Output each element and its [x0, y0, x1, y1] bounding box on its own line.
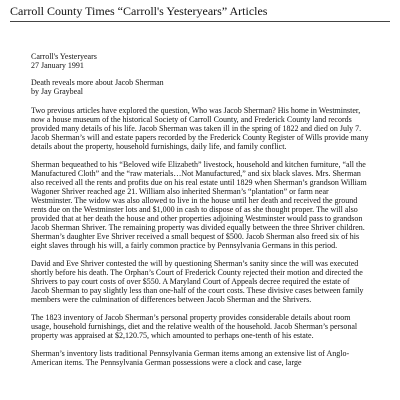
article-headline: Death reveals more about Jacob Sherman: [31, 78, 164, 87]
article-paragraph: The 1823 inventory of Jacob Sherman’s personal property provides considerable details about room usage, household furnishings, diet and the relative wealth of the household. Jacob Sherman’s personal property was appraised at $2,120.75, which amounted to perhaps one-tenth of his estate.: [31, 313, 358, 340]
article-paragraph: Sherman’s inventory lists traditional Pennsylvania German items among an extensive list of Anglo-American items. The Pennsylvania German possessions were a clock and case, large: [31, 349, 350, 367]
article-paragraph: David and Eve Shriver contested the will by questioning Sherman’s sanity since the will was executed shortly before his death. The Orphan’s Court of Frederick County rejected their motion and directed the Shrivers to pay court costs of over $550. A Maryland Court of Appeals decree required the estate of Jacob Sherman to pay slightly less than one-half of the court costs. These divisive cases between family members were the culmination of differences between Jacob Sherman and the Shrivers.: [31, 259, 364, 304]
article-body: [31, 52, 369, 376]
article-heading: [31, 78, 369, 96]
article-paragraph: Sherman bequeathed to his “Beloved wife Elizabeth” livestock, household and kitchen furniture, “all the Manufactured Cloth” and the “raw materials…Not Manufactured,” and six black slaves. Mrs. Sherman also received all the rents and profits due on his real estate until 1829 when Sherman’s grandson William Wagoner Shriver reached age 21. William also inherited Sherman’s “plantation” or farm near Westminster. The widow was also allowed to live in the house until her death and received the ground rents due on the Westminster lots and $1,000 in cash to dispose of as she thought proper. The will also provided that at her death the house and other properties adjoining Westminster would pass to grandson Jacob Sherman Shriver. The remaining property was divided equally between the three Shriver children. Sherman’s daughter Eve Shriver received a small bequest of $500. Jacob Sherman also freed six of his eight slaves through his will, a fairly common practice by Pennsylvania Germans in this period.: [31, 160, 367, 250]
header-divider: [10, 21, 390, 22]
article-byline: by Jay Graybeal: [31, 87, 83, 96]
page-title: Carroll County Times “Carroll's Yesteryears” Articles: [10, 4, 268, 18]
article-paragraph: Two previous articles have explored the question, Who was Jacob Sherman? His home in Westminster, now a house museum of the historical Society of Carroll County, and Frederick County land records provided many details of his life. Jacob Sherman was taken ill in the spring of 1822 and died on July 7. Jacob Sherman’s will and estate papers recorded by the Frederick County Register of Wills provide many details about the property, household furnishings, daily life, and family conflict.: [31, 106, 369, 151]
column-name: Carroll's Yesteryears: [31, 52, 97, 61]
publication-date: 27 January 1991: [31, 61, 84, 70]
article-meta: [31, 52, 369, 70]
